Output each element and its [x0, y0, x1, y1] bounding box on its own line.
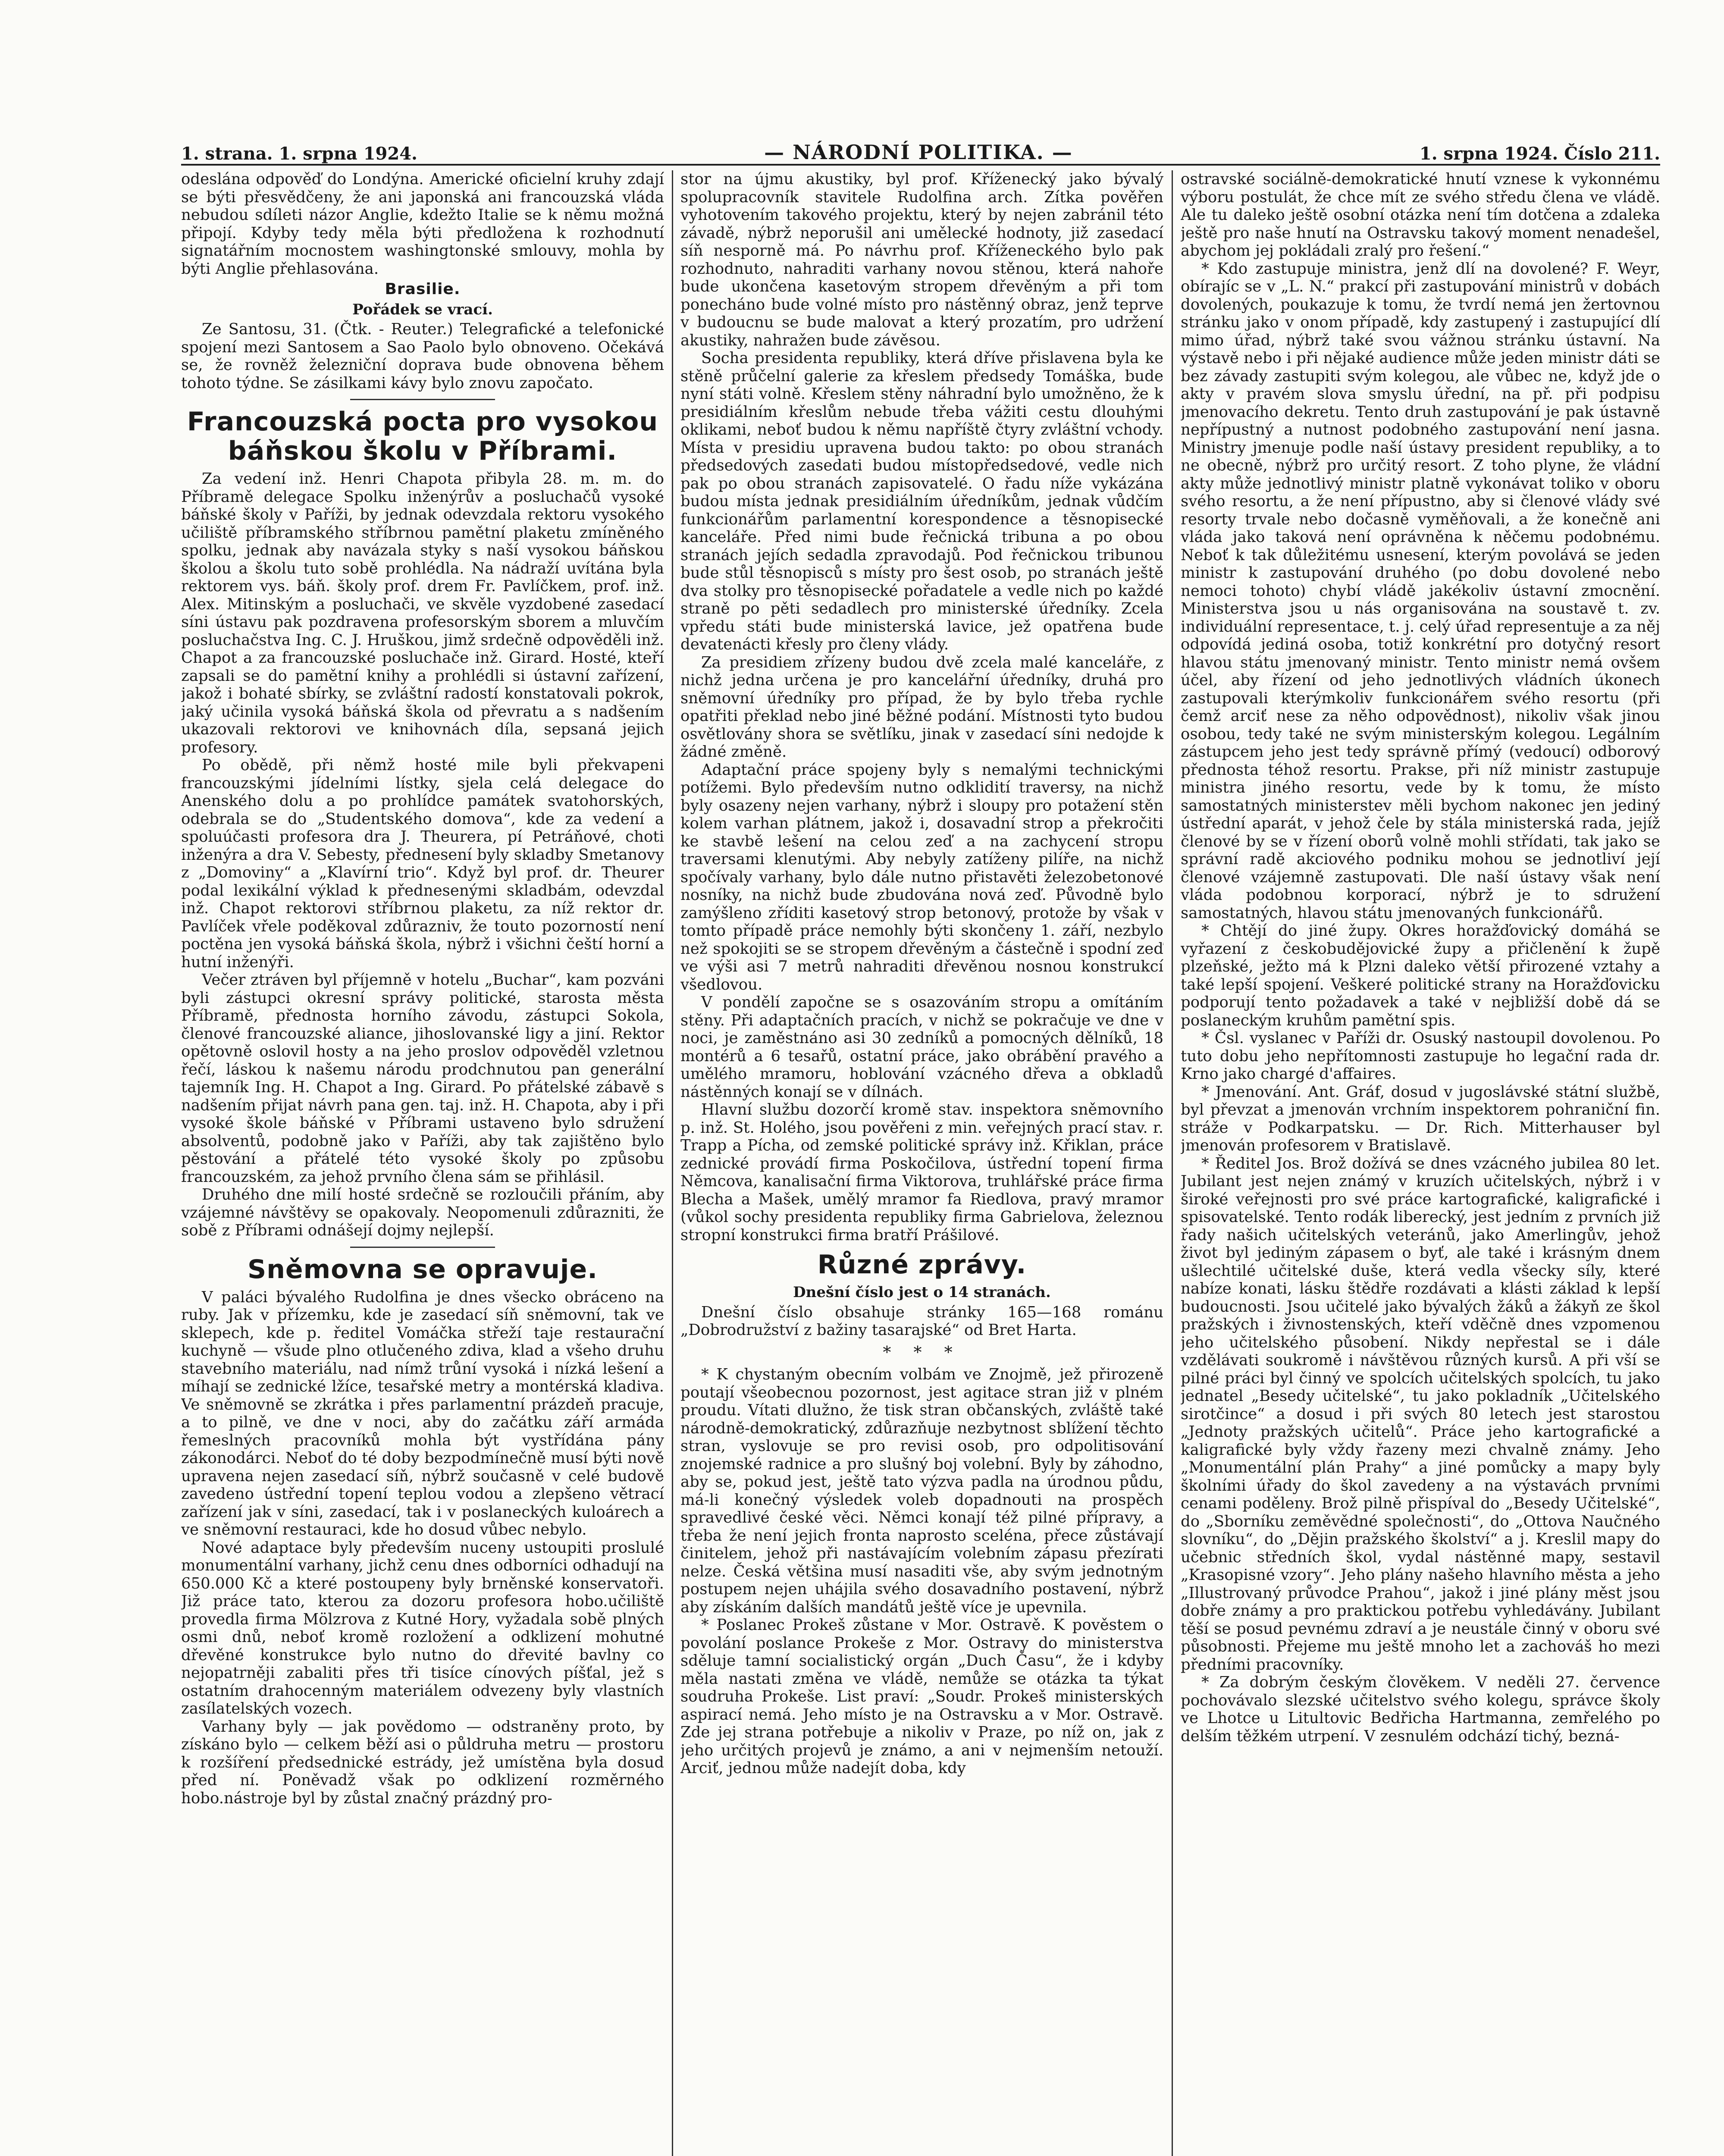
- column-rule: [1172, 170, 1173, 2156]
- section-heading: Brasilie.: [385, 280, 461, 298]
- article-text: Varhany byly — jak povědomo — odstraněny proto, by získáno bylo — celkem běží asi o půldruha metru — prostoru k rozšíření předsednické estrády, jež umístěna byla dosud před ní. Poněvadž však po odklizení rozměrného hobo.nástroje byl by zůstal značný prázdný pro-: [181, 1717, 664, 1807]
- divider: [350, 399, 495, 400]
- divider: [350, 1247, 495, 1248]
- separator-stars: * * *: [883, 1342, 961, 1362]
- column-3: [1181, 170, 1660, 2156]
- article-text: odeslána odpověď do Londýna. Americké oficielní kruhy zdají se býti přesvědčeny, že ani japonská ani francouzská vláda nebudou sdíleti názor Anglie, kdežto Italie se k němu možná připojí. Kdyby tedy měla býti předložena k rozhodnutí signatářním mocnostem washingtonské smlouvy, mohla by býti Anglie přehlasována.: [181, 170, 664, 278]
- article-text: V paláci bývalého Rudolfina je dnes všecko obráceno na ruby. Jak v přízemku, kde je zasedací síň sněmovní, tak ve sklepech, kde p. ředitel Vomáčka střeží taje restaurační kuchyně — všude plno otlučeného zdiva, klad a všeho druhu stavebního materiálu, nad nímž trůní vysoká i nízká lešení a míhají se zednické lžíce, tesařské metry a montérská kladiva. Ve sněmovně se zkrátka i přes parlamentní prázdeň pracuje, a to pilně, ve dne v noci, aby do začátku září armáda řemeslných pracovníků mohla být vystřídána pány zákonodárci. Neboť do té doby bezpodmínečně musí býti nově upravena nejen zasedací síň, nýbrž současně v celé budově zavedeno ústřední topení teplou vodou a zlepšeno větrací zařízení jak v síni, zasedací, tak i v poslaneckých kuloárech a ve sněmovní restauraci, kde ho dosud vůbec nebylo.: [181, 1288, 664, 1539]
- news-item: * Ředitel Jos. Brož dožívá se dnes vzácného jubilea 80 let. Jubilant jest nejen známý v kruzích učitelských, nýbrž i v široké veřejnosti pro své práce kartografické, kaligrafické i spisovatelské. Tento rodák liberecký, jest jedním z prvních již řady našich učitelských veteránů, jako Amerlingův, jehož život byl jediným zápasem o byť, ale také i krásným dnem ušlechtilé učitelské duše, která vedla všecky síly, které nabíze konati, lásku štědře rozdávati a klásti základ k lepší budoucnosti. Jsou učitelé jako bývalých žáků a žákyň ze škol pražských i živnostenských, kteří vděčně dnes vzpomenou jeho učitelského působení. Nikdy nepřestal se i dále vzdělávati soukromě i návštěvou různých kursů. A při vší se pilné práci byl činný ve spolcích učitelských spolcích, tu jako jednatel „Besedy učitelské“, tu jako pokladník „Učitelského sirotčince“ a dosud i při svých 80 letech jest starostou „Jednoty pražských učitelů“. Práce jeho kartografické a kaligrafické byly vždy řazeny mezi chvalně známy. Jeho „Monumentální plán Prahy“ a jiné pomůcky a mapy byly školními úřady do škol zavedeny a na výstavách prvními cenami poděleny. Brož pilně přispíval do „Besedy Učitelské“, do „Sborníku zeměvědné společnosti“, do „Ottova Naučného slovníku“, do „Dějin pražského školství“ a j. Kreslil mapy do učebnic středních škol, vydal nástěnné mapy, sestavil „Krasopisné vzory“. Jeho plány našeho hlavního města a jeho „Illustrovaný průvodce Prahou“, jakož i jiné plány měst jsou dobře známy a pro praktickou potřebu vyhledávány. Jubilant těší se posud pevnému zdraví a je neustále činný v oboru své působnosti. Přejeme mu ještě mnoho let a zachováš ho mezi předními pracovníky.: [1181, 1154, 1660, 1673]
- article-headline: Francouzská pocta pro vysokou báňskou školu v Příbrami.: [187, 407, 658, 466]
- news-item: * Jmenování. Ant. Gráf, dosud v jugoslávské státní službě, byl převzat a jmenován vrchním inspektorem pohraniční fin. stráže v Podkarpatsku. — Dr. Rich. Mitterhauser byl jmenován profesorem v Bratislavě.: [1181, 1083, 1660, 1154]
- masthead: — NÁRODNÍ POLITIKA. —: [764, 141, 1073, 164]
- article-text: Dnešní číslo obsahuje stránky 165—168 románu „Dobrodružství z bažiny tasarajské“ od Bret Harta.: [680, 1303, 1163, 1339]
- news-item: ostravské sociálně-demokratické hnutí vznese k vykonnému výboru postulát, že chce mít ze svého středu člena ve vládě. Ale tu daleko ještě osobní otázka není tím dotčena a zdaleka ještě pro naše hnutí na Ostravsku takový moment nenadešel, abychom jej pokládali zralý pro řešení.“: [1181, 170, 1660, 260]
- section-headline: Různé zprávy.: [817, 1250, 1027, 1280]
- subheading: Dnešní číslo jest o 14 stranách.: [793, 1284, 1051, 1301]
- article-text: Adaptační práce spojeny byly s nemalými technickými potížemi. Bylo především nutno odklidití traversy, na nichž byly osazeny nejen varhany, nýbrž i sloupy pro potažení stěn kolem varhan plátnem, jakož i, dosavadní strop a překročiti ke stavbě lešení na celou zeď a na zachycení stropu traversami klenutými. Aby nebyly zatíženy pilíře, na nichž spočívaly varhany, bylo dále nutno přistavěti železobetonové nosníky, na nichž bude zbudována nová zeď. Původně bylo zamýšleno zříditi kasetový strop betonový, protože by však v tomto případě práce nemohly býti skončeny 1. září, nezbylo než spokojiti se se stropem dřevěným a částečně i spodní zeď ve výši asi 7 metrů nahraditi dřevěnou nosnou konstrukcí všedlovou.: [680, 761, 1163, 993]
- article-text: Nové adaptace byly především nuceny ustoupiti proslulé monumentální varhany, jichž cenu dnes odborníci odhadují na 650.000 Kč a které postoupeny byly brněnské konservatoři. Již práce tato, kterou za dozoru profesora hobo.učiliště provedla firma Mölzrova z Kutné Hory, vyžadala sobě plných osmi dnů, neboť kromě rozložení a odklizení mohutné dřevěné konstrukce bylo nutno do dřevité bavlny co nejopatrněji zabaliti přes tři tisíce cínových píšťal, jež s ostatním drahocenným materiálem odvezeny byly vlastních zasílatelských vozech.: [181, 1539, 664, 1717]
- page-header: [181, 129, 1660, 166]
- column-rule: [672, 170, 673, 2156]
- subheading: Pořádek se vrací.: [352, 301, 493, 318]
- news-item: * Čsl. vyslanec v Paříži dr. Osuský nastoupil dovolenou. Po tuto dobu jeho nepřítomnosti zastupuje ho legační rada dr. Krno jako chargé d'affaires.: [1181, 1029, 1660, 1083]
- article-text: Za vedení inž. Henri Chapota přibyla 28. m. m. do Příbramě delegace Spolku inženýrův a posluchačů vysoké báňské školy v Paříži, by jednak odevzdala rektoru vysokého učiliště příbramského stříbrnou pamětní plaketu zmíněného spolku, jednak aby navázala styky s naší vysokou báňskou školou a školu tuto sobě prohlédla. Na nádraží uvítána byla rektorem vys. báň. školy prof. drem Fr. Pavlíčkem, prof. inž. Alex. Mitinským a posluchači, ve skvěle vyzdobené zasedací síni ústavu pak pozdravena profesorským sborem a mluvčím posluchačstva Ing. C. J. Hruškou, jimž srdečně odpověděli inž. Chapot a za francouzské posluchače inž. Girard. Hosté, kteří zapsali se do pamětní knihy a prohlédli si ústavní zařízení, jakož i bohaté sbírky, se zvláštní radostí konstatovali pokrok, jaký učinila vysoká báňská škola od převratu a s nadšením ukazovali rektorovi ve knihovnách díla, sepsaná jejich profesory.: [181, 470, 664, 756]
- news-item: * K chystaným obecním volbám ve Znojmě, jež přirozeně poutají všeobecnou pozornost, jest agitace stran již v plném proudu. Vítati dlužno, že tisk stran občanských, zvláště také národně-demokratický, zdůrazňuje nezbytnost sblížení těchto stran, vyslovuje se pro revisi osob, pro odpolitisování znojemské radnice a pro slušný boj volební. Byly by záhodno, aby se, pokud jest, ještě tato výzva padla na úrodnou půdu, má-li konečný výsledek voleb dopadnouti na prospěch spravedlivé české věci. Němci konají též pilné přípravy, a třeba že není jejich fronta naprosto sceléna, přece zůstávají činitelem, jehož při nastávajícím volebním zápasu přezírati nelze. Česká většina musí nasaditi vše, aby svým jednotným postupem nejen uhájila svého dosavadního postavení, nýbrž aby získáním dalších mandátů ještě více je upevnila.: [680, 1366, 1163, 1616]
- news-item: * Kdo zastupuje ministra, jenž dlí na dovolené? F. Weyr, obírajíc se v „L. N.“ prakcí při zastupování ministrů v dobách dovolených, poukazuje k tomu, že tvrdí nemá jen žertovnou stránku jako v onom případě, kdy zastupený i zastupující dlí mimo úřad, nýbrž také svou vážnou stránku ústavní. Na výstavě nebo i při nějaké audience může jeden ministr dáti se bez závady zastupiti svým kolegou, ale vůbec ne, když jde o akty v pravém slova smyslu úřední, na př. při podpisu jmenovacího dekretu. Tento druh zastupování je pak ústavně nepřípustný a nutnost podobného zastupování není jasna. Ministry jmenuje podle naší ústavy president republiky, a to ne obecně, nýbrž pro určitý resort. Z toho plyne, že vládní akty může jednotlivý ministr platně vykonávat toliko v oboru svého resortu, a že není přípustno, aby si členové vlády své resorty trvale nebo dočasně vyměňovali, a že konečně ani vláda jako taková není oprávněna k něčemu podobnému. Neboť k tak důležitému usnesení, kterým povolává se jeden ministr k zastupování druhého (po dobu dovolené nebo nemoci tohoto) chybí vládě jakékoliv ústavní zmocnění. Ministerstva jsou u nás organisována na soustavě t. zv. individuální representace, t. j. celý úřad representuje a za něj odpovídá jediná osoba, totiž konkrétní pro dotyčný resort hlavou státu jmenovaný ministr. Tento ministr nemá ovšem účel, aby řízení od jeho jednotlivých vládních úkonech zastupovali kterýmkoliv funkcionářem svého resortu (při čemž arciť nese za něho odpovědnost), nikoliv však jinou osobou, tedy také ne svým ministerským kolegou. Legálním zástupcem jeho jest tedy správně přímý (vedoucí) odborový přednosta téhož resortu. Prakse, při níž ministr zastupuje ministra jiného resortu, vede by k tomu, že místo samostatných ministerstev měli bychom nakonec jen jediný ústřední aparát, v jehož čele by stála ministerská rada, jejíž členové by se v řízení oborů volně mohli střídati, tak jako se správní radě akciového podniku mohou se jednotliví její členové vzájemně zastupovati. Dle naší ústavy však není vláda podobnou korporací, nýbrž je to sdružení samostatných, hlavou státu jmenovaných funkcionářů.: [1181, 260, 1660, 922]
- article-text: Druhého dne milí hosté srdečně se rozloučili přáním, aby vzájemné návštěvy se opakovaly. Neopomenuli zdůrazniti, že sobě z Příbrami odnášejí dojmy nejlepší.: [181, 1186, 664, 1239]
- article-text: stor na újmu akustiky, byl prof. Kříženecký jako bývalý spolupracovník stavitele Rudolfina arch. Zítka pověřen vyhotovením takového projektu, který by nejen zabránil této závadě, nýbrž neporušil ani umělecké hodnoty, již zasedací síň nesporně má. Po návrhu prof. Kříženeckého bylo pak rozhodnuto, nahraditi varhany novou stěnou, která nahoře bude ukončena kasetovým stropem dřevěným a při tom ponecháno bude volné místo pro nástěnný obraz, jenž teprve v budoucnu se bude malovat a který prozatím, pro udržení akustiky, nahražen bude závěsou.: [680, 170, 1163, 349]
- article-text: Ze Santosu, 31. (Čtk. - Reuter.) Telegrafické a telefonické spojení mezi Santosem a Sao Paolo bylo obnoveno. Očekává se, že rovněž železniční doprava bude obnovena během tohoto týdne. Se zásilkami kávy bylo znovu započato.: [181, 320, 664, 392]
- article-text: Za presidiem zřízeny budou dvě zcela malé kanceláře, z nichž jedna určena je pro kancelářní úředníky, druhá pro sněmovní úředníky pro případ, že by bylo třeba rychle opatřiti překlad nebo jiné běžné podání. Místnosti tyto budou osvětlovány shora se světlíku, jinak v zasedací síni nedojde k žádné změně.: [680, 653, 1163, 761]
- article-text: Socha presidenta republiky, která dříve přislavena byla ke stěně průčelní galerie za křeslem předsedy Tomáška, bude nyní státi volně. Křeslem stěny náhradní bylo umožněno, že k presidiálním křeslům nebude třeba vážiti cestu dlouhými oklikami, neboť budou k němu napříště čtyry zvláštní vchody. Místa v presidiu upravena budou takto: po obou stranách předsedových zasedati budou místopředsedové, vedle nich pak po obou stranách zapisovatelé. O řadu níže vykázána budou místa jednak presidiálním úředníkům, jednak vůdčím funkcionářům parlamentní korespondence a těsnopisecké kanceláře. Před nimi bude řečnická tribuna a po obou stranách jejích sedadla zpravodajů. Pod řečnickou tribunou bude stůl těsnopisců s místy pro šest osob, po stranách ještě dva stolky pro těsnopisecké pořadatele a vedle nich po každé straně po pěti sedadlech pro ministerské úředníky. Zcela vpředu státi bude ministerská lavice, jež opatřena bude devatenácti křesly pro členy vlády.: [680, 349, 1163, 653]
- article-text: V pondělí započne se s osazováním stropu a omítáním stěny. Při adaptačních pracích, v nichž se pokračuje ve dne v noci, je zaměstnáno asi 30 zedníků a pomocných dělníků, 18 montérů a 6 tesařů, ostatní práce, jako obrábění pravého a umělého mramoru, hoblování vzácného dřeva a obkladů nástěnných konají se v dílnách.: [680, 993, 1163, 1101]
- article-text: Hlavní službu dozorčí kromě stav. inspektora sněmovního p. inž. St. Holého, jsou pověřeni z min. veřejných prací stav. r. Trapp a Pícha, od zemské politické správy inž. Křiklan, práce zednické provádí firma Poskočilova, ústřední topení firma Němcova, kanalisační firma Viktorova, truhlářské práce firma Blecha a Mašek, umělý mramor fa Riedlova, pravý mramor (vůkol sochy presidenta republiky firma Gabrielova, železnou stropní konstrukci firma bratří Prášilové.: [680, 1101, 1163, 1244]
- article-text: Po obědě, při němž hosté mile byli překvapeni francouzskými jídelními lístky, sjela celá delegace do Anenského dolu a po prohlídce památek svatohorských, odebrala se do „Studentského domova“, kde za vedení a spoluúčasti profesora dra J. Theurera, pí Petráňové, choti inženýra a dra V. Sebesty, přednesení byly skladby Smetanovy z „Domoviny“ a „Klavírní trio“. Když byl prof. dr. Theurer podal lexikální výklad k přednesenými skladbám, odevzdal inž. Chapot rektorovi stříbrnou plaketu, za níž rektor dr. Pavlíček vřele poděkoval zdůrazniv, že touto pozorností není poctěna jen vysoká báňská škola, nýbrž i všichni čeští horní a hutní inženýři.: [181, 756, 664, 971]
- column-1: [181, 170, 664, 2156]
- header-right: 1. srpna 1924. Číslo 211.: [1419, 144, 1660, 164]
- news-item: * Za dobrým českým člověkem. V neděli 27. července pochovávalo slezské učitelstvo svého kolegu, správce školy ve Lhotce u Litultovic Bedřicha Hartmanna, zemřelého po delším těžkém utrpení. V zesnulém odchází tichý, bezná-: [1181, 1673, 1660, 1745]
- column-2: [680, 170, 1163, 2156]
- news-item: * Poslanec Prokeš zůstane v Mor. Ostravě. K pověstem o povolání poslance Prokeše z Mor. Ostravy do ministerstva sděluje tamní socialistický orgán „Duch Času“, že i kdyby měla nastati změna ve vládě, nemůže se otázka ta týkat soudruha Prokeše. List praví: „Soudr. Prokeš ministerských aspirací nemá. Jeho místo je na Ostravsku a v Mor. Ostravě. Zde jej strana potřebuje a nikoliv v Praze, po níž on, jak z jeho určitých projevů je známo, a ani v nejmenším netouží. Arciť, jednou může nadejít doba, kdy: [680, 1616, 1163, 1777]
- article-headline: Sněmovna se opravuje.: [248, 1254, 598, 1285]
- article-text: Večer ztráven byl příjemně v hotelu „Buchar“, kam pozváni byli zástupci okresní správy politické, starosta města Příbramě, přednosta horního závodu, zástupci Sokola, členové francouzské aliance, jihoslovanské ligy a jiní. Rektor opětovně oslovil hosty a na jeho proslov odpověděl vzletnou řečí, láskou k našemu národu prodchnutou pan generální tajemník Ing. H. Chapot a Ing. Girard. Po přátelské zábavě s nadšením přijat návrh pana gen. taj. inž. H. Chapota, aby i při vysoké škole báňské v Příbrami ustaveno bylo sdružení absolventů, podobně jako v Paříži, aby tak zajištěno bylo pěstování a přátelé této vysoké školy po způsobu francouzském, za jehož prvního člena sám se přihlásil.: [181, 971, 664, 1186]
- header-left: 1. strana. 1. srpna 1924.: [181, 144, 417, 164]
- news-item: * Chtějí do jiné župy. Okres horažďovický domáhá se vyřazení z českobudějovické župy a přičlenění k župě plzeňské, ježto má k Plzni daleko větší přirozené vztahy a také lepší spojení. Veškeré politické strany na Horažďovicku podporují tento požadavek a také v nejbližší době dá se poslaneckým kruhům pamětní spis.: [1181, 922, 1660, 1029]
